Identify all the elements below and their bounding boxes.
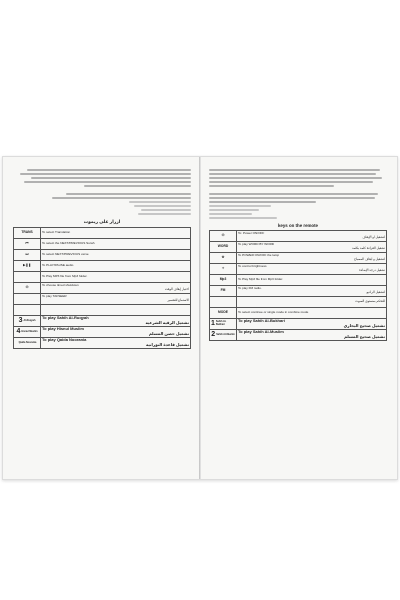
text-line (27, 169, 191, 171)
left-keys-table (13, 227, 191, 349)
text-line (209, 205, 271, 207)
key-description: To select continue or single mode in combine mode (237, 308, 387, 319)
text-line (134, 205, 191, 207)
key-description: To play FM radio. لتشغيل الراديو (237, 286, 387, 297)
page-fold (199, 157, 201, 479)
key-description: To play Sahih Al-Muslim تشغيل صحيح المسلم (238, 329, 385, 339)
text-line (209, 197, 375, 199)
table-row (210, 275, 387, 286)
text-line (209, 173, 376, 175)
text-line (138, 213, 191, 215)
lamp-icon: ✿ (210, 253, 237, 264)
table-row (210, 264, 387, 275)
key-description: To play Hisnul Muslim تشغيل حصن المسلم (42, 326, 189, 336)
key-label (14, 294, 41, 305)
key-description: To play Sahih Al-Ruqyah تشغيل الرقية الشرعية (42, 315, 189, 325)
text-line (24, 181, 191, 183)
key-label: WORD (210, 242, 237, 253)
right-page (209, 167, 387, 467)
key-number: 3 Al-Ruqyah (14, 316, 41, 327)
table-row (210, 231, 387, 242)
key-description: To choose timed shutdown اختيار إيقاف الوقت (41, 283, 191, 294)
key-description: To Play Mp3 file from Mp3 folder. (237, 275, 387, 286)
table-row (14, 250, 191, 261)
table-row (14, 338, 191, 349)
right-keys-table (209, 230, 387, 341)
key-label: TRANS (14, 228, 41, 239)
key-description: To play TAFSEER الاستماع للتفسير (41, 294, 191, 305)
text-line (209, 201, 316, 203)
table-row (210, 319, 387, 330)
arabic-contents-list (13, 193, 191, 215)
key-description: To POWER ON/OFF the lamp لتشغيل و ايقاف المصباح (237, 253, 387, 264)
key-number: 1 Sahih Al-Bukhari (210, 319, 237, 330)
key-description (41, 305, 191, 316)
key-label (210, 297, 237, 308)
right-keys-heading: keys on the remote (277, 223, 319, 228)
key-description: To Play MP3 file from Mp3 folder. (41, 272, 191, 283)
key-label: Mp3 (210, 275, 237, 286)
table-row (14, 327, 191, 338)
english-intro-paragraph (209, 169, 387, 187)
english-contents-list (209, 193, 387, 219)
power-icon: ⏻ (210, 231, 237, 242)
arabic-intro-paragraph (13, 169, 191, 187)
table-row (210, 297, 387, 308)
key-label (14, 305, 41, 316)
key-description: To play Sahih Al-Bukhari تشغيل صحيح البخاري (238, 318, 385, 328)
text-line (209, 181, 373, 183)
key-label (14, 272, 41, 283)
key-description: To select Translation (41, 228, 191, 239)
table-row (210, 308, 387, 319)
key-description: To: Power ON/OFF لتشغيل او الإيقاف (237, 231, 387, 242)
left-page (13, 167, 191, 467)
key-number: 4 Hisnul Muslim (14, 327, 41, 338)
text-line (52, 197, 191, 199)
table-row (14, 239, 191, 250)
key-description: To play Qaida Noorania تشغيل قاعدة النورانية (42, 337, 189, 347)
table-row (210, 242, 387, 253)
table-row (14, 228, 191, 239)
key-label: MODE (210, 308, 237, 319)
text-line (129, 201, 191, 203)
key-number: 2 Sahih Al-Muslim (210, 330, 237, 341)
text-line (209, 213, 252, 215)
text-line (141, 209, 191, 211)
text-line (209, 193, 378, 195)
text-line (31, 177, 191, 179)
text-line (209, 217, 277, 219)
table-row (210, 253, 387, 264)
key-description: To select NEXT/PREVIOUS verse (41, 250, 191, 261)
key-description: To control brightness تشغيل درجة الإضاءة (237, 264, 387, 275)
text-line (209, 177, 382, 179)
next-verse-icon: ⏭ (14, 250, 41, 261)
brightness-icon: ☀ (210, 264, 237, 275)
key-description: To select the NEXT/PREVIOUS Surah (41, 239, 191, 250)
table-row (14, 272, 191, 283)
previous-surah-icon: ⏮ (14, 239, 41, 250)
left-keys-heading: ازرار على ريموت (83, 219, 121, 224)
power-icon: ⏻ (14, 283, 41, 294)
table-row (14, 305, 191, 316)
key-description: To play WORD BY WORD تشغيل القراءة كلمة بكلمة (237, 242, 387, 253)
key-description: للتحكم بمستوى الصوت (237, 297, 387, 308)
table-row (210, 286, 387, 297)
text-line (209, 185, 334, 187)
key-label: FM (210, 286, 237, 297)
table-row (14, 294, 191, 305)
key-number: Qaida Noorania (14, 338, 41, 349)
text-line (209, 209, 259, 211)
text-line (66, 193, 191, 195)
text-line (209, 169, 380, 171)
table-row (14, 283, 191, 294)
text-line (84, 185, 191, 187)
key-description: To PLAY/PAUSE audio (41, 261, 191, 272)
table-row (14, 261, 191, 272)
manual-spread (2, 156, 398, 480)
table-row (14, 316, 191, 327)
table-row (210, 330, 387, 341)
play-pause-icon: ▶❚❚ (14, 261, 41, 272)
text-line (20, 173, 191, 175)
